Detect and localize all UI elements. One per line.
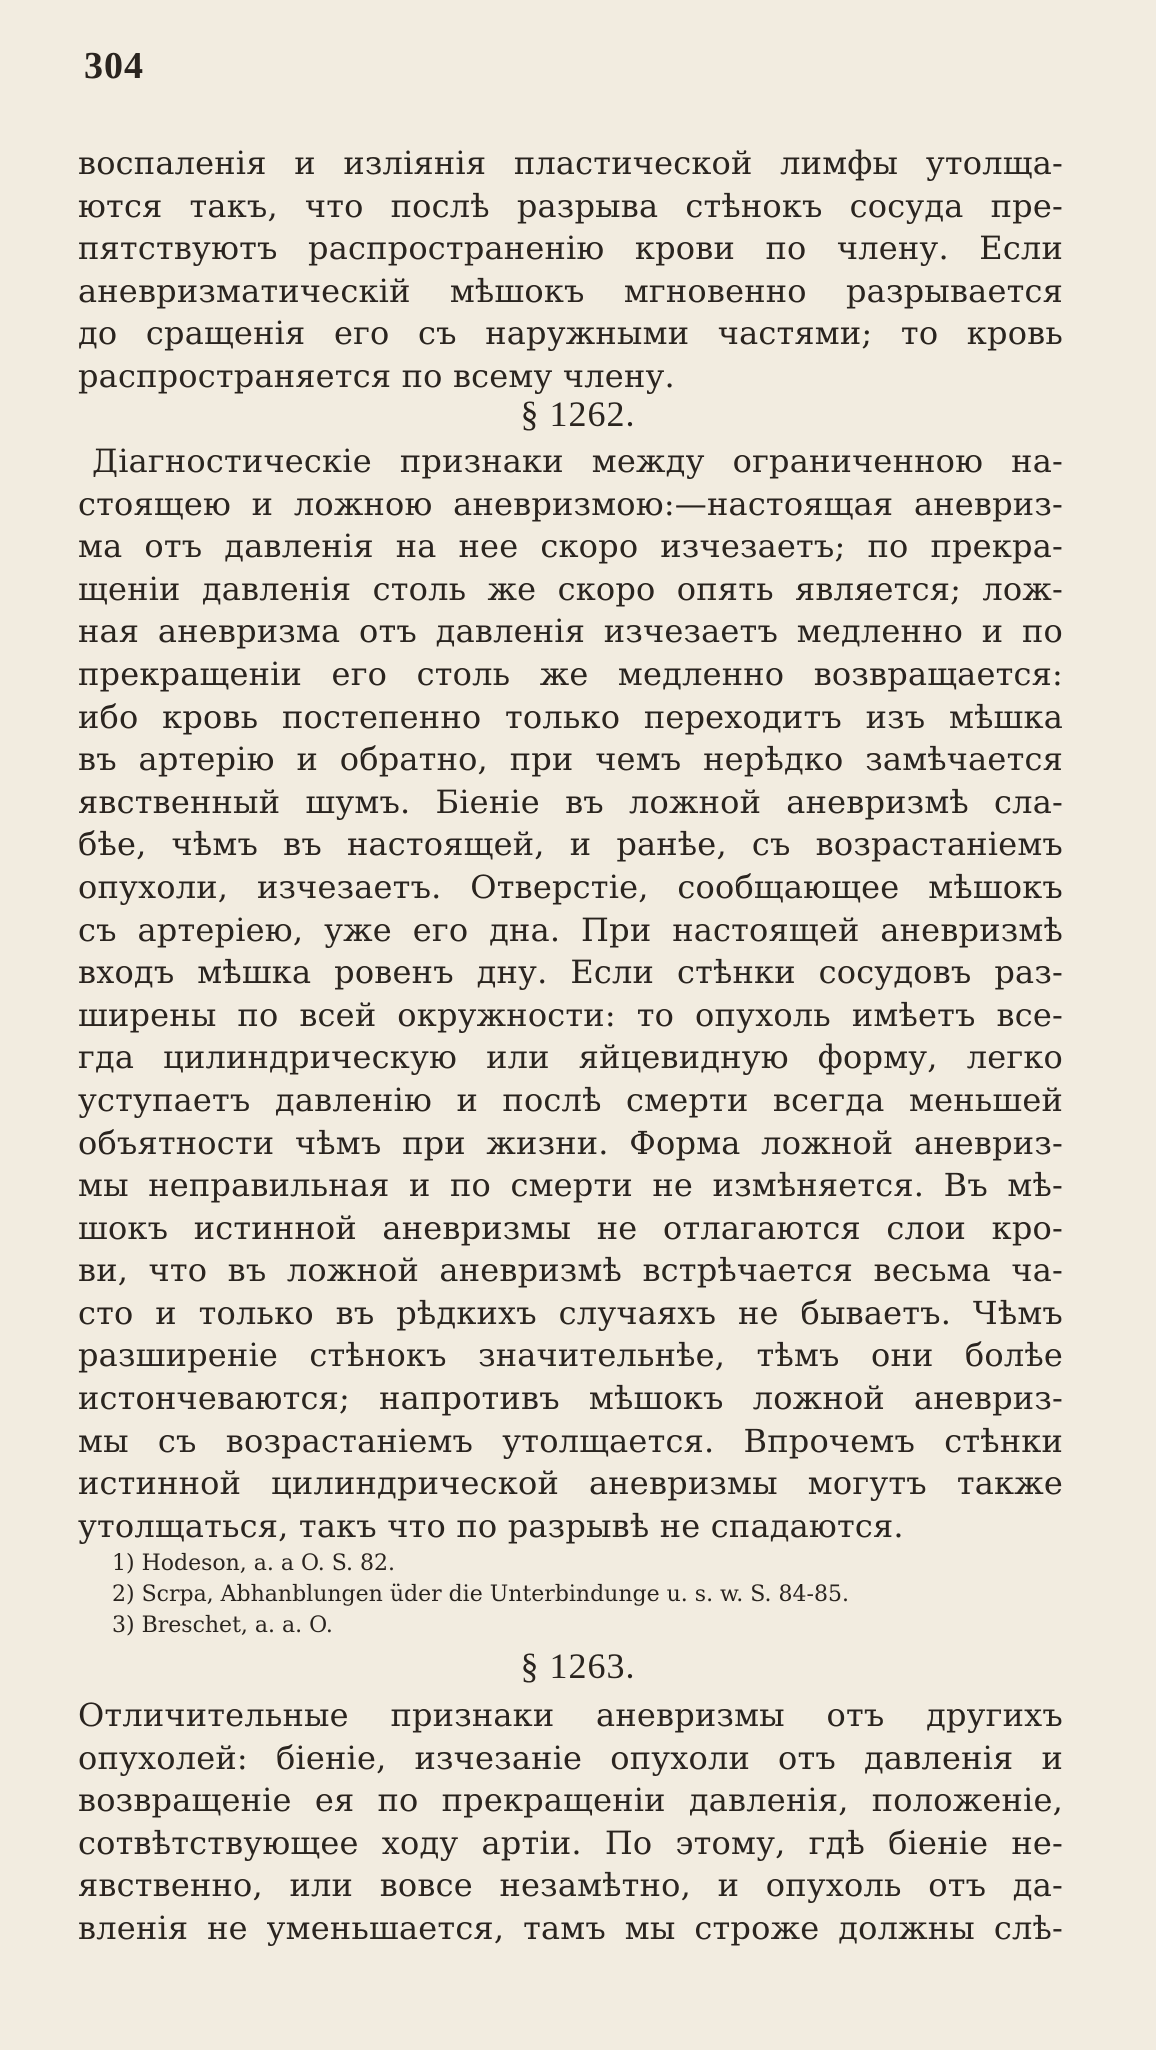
footnotes — [112, 1548, 1072, 1641]
text-line: Отличительные признаки аневризмы отъ другихъ — [78, 1696, 1063, 1734]
text-line: вленія не уменьшается, тамъ мы строже должны слѣ- — [78, 1908, 1063, 1947]
text-line: стоящею и ложною аневризмою:—настоящая аневриз- — [78, 484, 1063, 523]
text-line: истончеваются; напротивъ мѣшокъ ложной аневриз- — [78, 1379, 1063, 1418]
text-line: утолщаться, такъ что по разрывѣ не спадаются. — [78, 1506, 904, 1545]
footnote: 2) Scrpa, Abhanblungen üder die Unterbindunge u. s. w. S. 84-85. — [112, 1582, 849, 1607]
text-line: съ артеріею, уже его дна. При настоящей аневризмѣ — [78, 910, 1063, 949]
text-line: явственно, или вовсе незамѣтно, и опухоль отъ да- — [78, 1866, 1063, 1905]
text-line: шокъ истинной аневризмы не отлагаются слои кро- — [78, 1208, 1063, 1247]
text-line: разширеніе стѣнокъ значительнѣе, тѣмъ они болѣе — [78, 1336, 1063, 1375]
section-heading-1263: § 1263. — [520, 1646, 636, 1686]
footnote: 3) Breschet, a. a. O. — [112, 1613, 333, 1638]
text-line: опухолей: біеніе, изчезаніе опухоли отъ давленія и — [78, 1738, 1063, 1777]
text-line: до сращенія его съ наружными частями; то кровь — [78, 314, 1063, 353]
text-line: бѣе, чѣмъ въ настоящей, и ранѣе, съ возрастаніемъ — [78, 825, 1063, 864]
text-line: ибо кровь постепенно только переходитъ изъ мѣшка — [78, 697, 1063, 736]
text-line: Діагностическіе признаки между ограниченною на- — [92, 442, 1063, 480]
paragraph-continued — [78, 142, 1063, 398]
text-line: мы неправильная и по смерти не измѣняется. Въ мѣ- — [78, 1166, 1063, 1205]
text-line: объятности чѣмъ при жизни. Форма ложной аневриз- — [78, 1123, 1063, 1162]
text-line: распространяется по всему члену. — [78, 356, 675, 395]
text-line: пятствуютъ распространенію крови по члену. Если — [78, 229, 1063, 268]
text-line: ма отъ давленія на нее скоро изчезаетъ; по прекра- — [78, 527, 1063, 566]
text-line: опухоли, изчезаетъ. Отверстіе, сообщающее мѣшокъ — [78, 867, 1063, 906]
text-line: мы съ возрастаніемъ утолщается. Впрочемъ стѣнки — [78, 1421, 1063, 1460]
page-number: 304 — [84, 45, 144, 87]
text-line: уступаетъ давленію и послѣ смерти всегда меньшей — [78, 1080, 1063, 1119]
text-line: ширены по всей окружности: то опухоль имѣетъ все- — [78, 995, 1063, 1034]
text-line: истинной цилиндрической аневризмы могутъ также — [78, 1464, 1063, 1503]
paragraph-1263 — [78, 1694, 1063, 1950]
text-line: воспаленія и излiянiя пластической лимфы утолща- — [78, 144, 1063, 182]
text-line: прекращеніи его столь же медленно возвращается: — [78, 654, 1063, 693]
text-line: аневризматическiй мѣшокъ мгновенно разрывается — [78, 271, 1063, 310]
text-line: щеніи давленія столь же скоро опять является; лож- — [78, 569, 1063, 608]
text-line: ются такъ, что послѣ разрыва стѣнокъ сосуда пре- — [78, 186, 1063, 225]
paragraph-1262 — [78, 440, 1063, 1547]
text-line: явственный шумъ. Біеніе въ ложной аневризмѣ сла- — [78, 782, 1063, 821]
text-line: входъ мѣшка ровенъ дну. Если стѣнки сосудовъ раз- — [78, 953, 1063, 992]
text-line: ви, что въ ложной аневризмѣ встрѣчается весьма ча- — [78, 1251, 1063, 1290]
footnote: 1) Hodeson, a. a O. S. 82. — [112, 1551, 396, 1576]
text-line: возвращеніе ея по прекращеніи давленія, положеніе, — [78, 1781, 1063, 1820]
text-line: гда цилиндрическую или яйцевидную форму, легко — [78, 1038, 1063, 1077]
text-line: въ артерію и обратно, при чемъ нерѣдко замѣчается — [78, 740, 1063, 779]
text-line: сто и только въ рѣдкихъ случаяхъ не бываетъ. Чѣмъ — [78, 1293, 1063, 1332]
text-line: ная аневризма отъ давленія изчезаетъ медленно и по — [78, 612, 1063, 651]
text-line: сотвѣтствующее ходу артіи. По этому, гдѣ біеніе не- — [78, 1823, 1063, 1862]
section-heading-1262: § 1262. — [520, 394, 636, 434]
